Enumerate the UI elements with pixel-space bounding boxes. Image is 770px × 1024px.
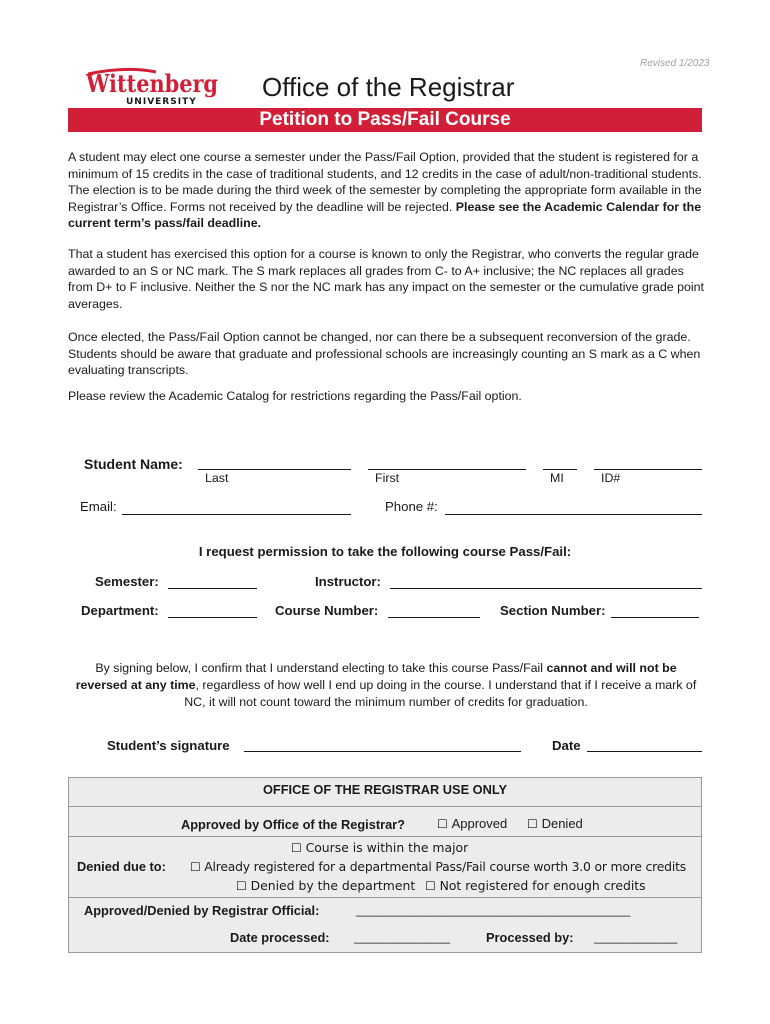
intro-p1-bold: Please see the Academic Calendar for the current term’s pass/fail deadline. — [68, 199, 702, 230]
intro-paragraph-1 — [68, 149, 704, 232]
office-divider-3 — [68, 897, 702, 898]
intro-paragraph-3: Once elected, the Pass/Fail Option cannot be changed, nor can there be a subsequent reconversion of the grade. Students should be aware that graduate and professional schools are increasingly counting an S mark as a C when evaluating transcripts. — [68, 330, 701, 377]
date-processed-label: Date processed: — [230, 930, 330, 945]
logo-sub: UNIVERSITY — [126, 97, 197, 107]
office-use-title: OFFICE OF THE REGISTRAR USE ONLY — [262, 782, 508, 797]
semester-label: Semester: — [95, 574, 159, 589]
phone-label: Phone #: — [385, 499, 438, 514]
intro-paragraph-2: That a student has exercised this option for a course is known to only the Registrar, who converts the regular grade awarded to an S or NC mark. The S mark replaces all grades from C- to A+ inclusive; the NC replaces all grades from D+ to F inclusive. Neither the S nor the NC mark has any impact on the semester or the cumulative grade point averages. — [68, 247, 704, 311]
email-field[interactable] — [122, 514, 351, 515]
signing-text-a: By signing below, I confirm that I understand electing to take this course Pass/Fail — [95, 661, 547, 675]
approved-option[interactable] — [437, 816, 507, 831]
signing-text-bold: cannot and will not be reversed at any time — [75, 661, 677, 692]
office-divider-1 — [68, 806, 702, 807]
office-divider-2 — [68, 836, 702, 837]
denied-text: Denied — [541, 816, 583, 831]
date-processed-field[interactable]: _______________ — [354, 930, 450, 944]
checkbox-icon: ☐ — [437, 817, 452, 831]
mi-field[interactable] — [543, 469, 577, 470]
processed-by-field[interactable]: _____________ — [594, 930, 677, 944]
official-label: Approved/Denied by Registrar Official: — [84, 903, 320, 918]
date-field[interactable] — [587, 751, 702, 752]
last-name-field[interactable] — [198, 469, 351, 470]
reason-credits-text: Not registered for enough credits — [439, 878, 646, 893]
reason-registered-option[interactable] — [190, 859, 686, 874]
date-label: Date — [552, 738, 581, 753]
reason-department-text: Denied by the department — [250, 878, 416, 893]
denied-option[interactable] — [527, 816, 583, 831]
banner-title: Petition to Pass/Fail Course — [259, 109, 511, 130]
processed-by-label: Processed by: — [486, 930, 574, 945]
checkbox-icon: ☐ — [236, 879, 251, 893]
last-caption: Last — [205, 471, 229, 485]
signature-field[interactable] — [244, 751, 521, 752]
denied-due-label: Denied due to: — [77, 859, 166, 874]
intro-p1-text: A student may elect one course a semester under the Pass/Fail Option, provided that the student is registered for a minimum of 15 credits in the case of traditional students, and 12 credits in the case of adult/non-traditional students. The election is to be made during the third week of the semester by completing the appropriate form available in the Registrar’s Office. Forms not received by the deadline will be rejected. — [68, 150, 702, 214]
id-caption: ID# — [601, 471, 621, 485]
instructor-label: Instructor: — [315, 574, 381, 589]
section-number-label: Section Number: — [500, 603, 606, 618]
page-title: Office of the Registrar — [262, 72, 515, 102]
signing-text-b: , regardless of how well I end up doing in the course. I understand that if I receive a mark of NC, it will not count toward the minimum number of credits for graduation. — [184, 678, 697, 709]
phone-field[interactable] — [445, 514, 702, 515]
course-number-label: Course Number: — [275, 603, 379, 618]
logo-text: Wittenberg — [85, 69, 219, 98]
intro-paragraph-4: Please review the Academic Catalog for restrictions regarding the Pass/Fail option. — [68, 389, 522, 403]
university-logo — [86, 66, 220, 106]
approved-by-label: Approved by Office of the Registrar? — [181, 817, 405, 832]
logo-graphic — [86, 66, 220, 106]
course-number-field[interactable] — [388, 617, 480, 618]
semester-field[interactable] — [168, 588, 257, 589]
mi-caption: MI — [550, 471, 564, 485]
checkbox-icon: ☐ — [425, 879, 440, 893]
checkbox-icon: ☐ — [190, 860, 205, 874]
official-field[interactable]: ___________________________________________ — [356, 903, 631, 917]
reason-major-option[interactable] — [291, 840, 468, 855]
first-name-field[interactable] — [368, 469, 526, 470]
email-label: Email: — [80, 499, 117, 514]
first-caption: First — [375, 471, 400, 485]
section-number-field[interactable] — [611, 617, 699, 618]
reason-registered-text: Already registered for a departmental Pass/Fail course worth 3.0 or more credits — [204, 859, 686, 874]
signing-statement — [70, 660, 702, 711]
reason-department-option[interactable] — [236, 878, 415, 893]
course-request-text: I request permission to take the following course Pass/Fail: — [198, 544, 572, 559]
reason-credits-option[interactable] — [425, 878, 646, 893]
signature-label: Student’s signature — [107, 738, 230, 753]
checkbox-icon: ☐ — [527, 817, 542, 831]
approved-text: Approved — [451, 816, 508, 831]
checkbox-icon: ☐ — [291, 841, 306, 855]
revised-date: Revised 1/2023 — [640, 58, 710, 69]
department-field[interactable] — [168, 617, 257, 618]
reason-major-text: Course is within the major — [305, 840, 469, 855]
department-label: Department: — [81, 603, 159, 618]
id-field[interactable] — [594, 469, 702, 470]
student-name-label: Student Name: — [84, 456, 183, 472]
instructor-field[interactable] — [390, 588, 702, 589]
title-banner — [68, 108, 702, 132]
